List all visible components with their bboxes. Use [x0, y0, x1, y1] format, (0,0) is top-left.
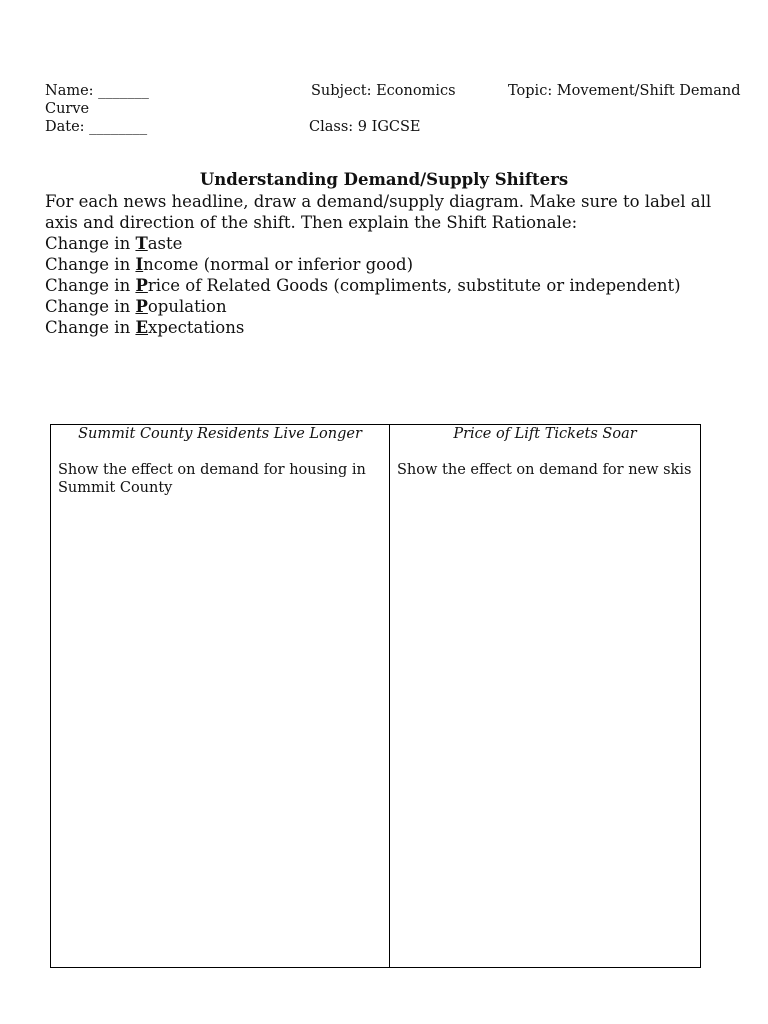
shifter-prefix: Change in: [45, 255, 136, 274]
shifter-item-related-goods: [45, 275, 681, 296]
shifter-prefix: Change in: [45, 297, 136, 316]
shifter-prefix: Change in: [45, 318, 136, 337]
shifter-text: aste: [147, 234, 183, 253]
worksheet-title: Understanding Demand/Supply Shifters: [199, 170, 569, 189]
shifter-text: opulation: [147, 297, 227, 316]
shifter-prefix: Change in: [45, 234, 136, 253]
shifter-item-expectations: [45, 317, 681, 338]
shifter-key-letter: P: [135, 297, 148, 316]
headline-text: Price of Lift Tickets Soar: [453, 426, 637, 442]
headline-text: Summit County Residents Live Longer: [78, 426, 362, 442]
shifter-prefix: Change in: [45, 276, 136, 295]
shifter-text: ncome (normal or inferior good): [143, 255, 414, 274]
shifter-text: xpectations: [148, 318, 245, 337]
headline-table: [50, 424, 701, 968]
shifter-list: [45, 233, 681, 338]
cell-prompt: Show the effect on demand for housing in Summit County: [58, 462, 366, 496]
shifter-item-income: [45, 254, 681, 275]
headline-cell-skis[interactable]: [390, 425, 700, 967]
name-field-label: Name: _______: [45, 83, 149, 99]
class-label: Class: 9 IGCSE: [309, 119, 421, 135]
topic-label: Topic: Movement/Shift Demand: [508, 83, 741, 99]
shifter-key-letter: P: [135, 276, 148, 295]
topic-label-wrap: Curve: [45, 101, 90, 117]
instructions-text: For each news headline, draw a demand/supply diagram. Make sure to label all axis and direction of the shift. Then explain the Shift Rationale:: [45, 192, 712, 232]
headline-cell-housing[interactable]: [51, 425, 390, 967]
shifter-key-letter: T: [135, 234, 148, 253]
shifter-item-taste: [45, 233, 681, 254]
shifter-key-letter: I: [135, 255, 144, 274]
shifter-item-population: [45, 296, 681, 317]
subject-label: Subject: Economics: [311, 83, 456, 99]
cell-prompt: Show the effect on demand for new skis: [397, 462, 692, 478]
shifter-text: rice of Related Goods (compliments, substitute or independent): [147, 276, 681, 295]
shifter-key-letter: E: [135, 318, 149, 337]
date-field-label: Date: ________: [45, 119, 148, 135]
